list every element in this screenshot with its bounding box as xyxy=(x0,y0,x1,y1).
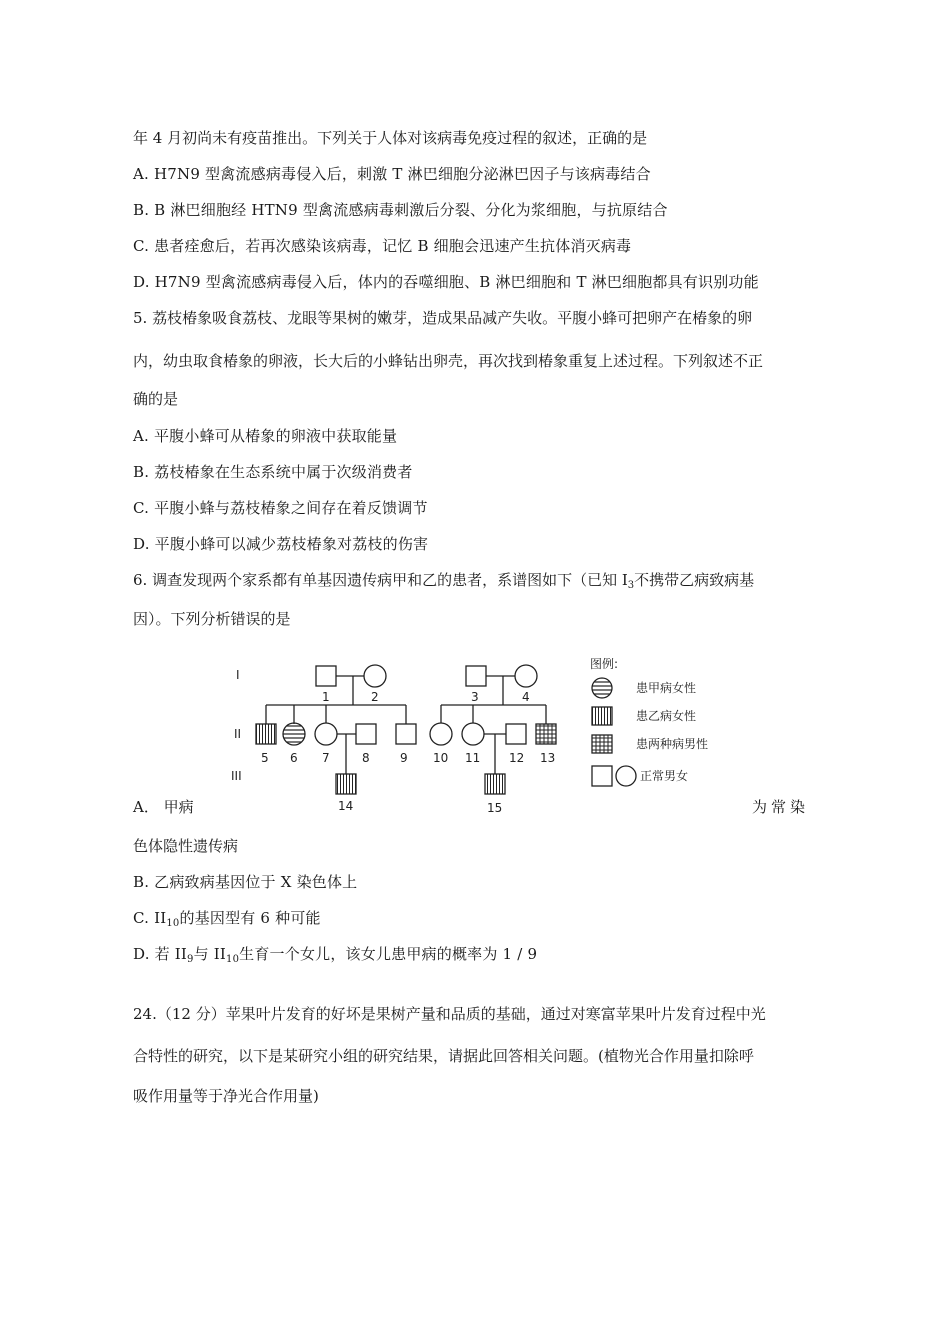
q6-stem-subscript: 3 xyxy=(627,580,635,591)
individual-8: 8 xyxy=(362,751,370,765)
q6-option-b: B. 乙病致病基因位于 X 染色体上 xyxy=(133,873,358,891)
q4-option-a: A. H7N9 型禽流感病毒侵入后，刺激 T 淋巴细胞分泌淋巴因子与该病毒结合 xyxy=(133,165,651,183)
individual-2: 2 xyxy=(371,690,379,704)
legend-item-3: 患两种病男性 xyxy=(636,737,709,751)
q5-stem-line-3: 确的是 xyxy=(133,390,179,408)
q6-option-d xyxy=(133,944,537,970)
q6-option-d-part-a: D. 若 II xyxy=(133,945,188,963)
q5-stem-line-1: 5. 荔枝椿象吸食荔枝、龙眼等果树的嫩芽，造成果品减产失收。平腹小蜂可把卵产在椿象的卵 xyxy=(133,309,753,327)
q6-stem-part-b: 不携带乙病致病基 xyxy=(634,571,755,589)
pedigree-diagram xyxy=(210,648,765,818)
q4-stem-tail: 年 4 月初尚未有疫苗推出。下列关于人体对该病毒免疫过程的叙述，正确的是 xyxy=(133,129,648,147)
individual-14: 14 xyxy=(338,799,354,813)
q6-option-a-right: 为常染 xyxy=(752,798,810,816)
q4-option-b: B. B 淋巴细胞经 HTN9 型禽流感病毒刺激后分裂、分化为浆细胞，与抗原结合 xyxy=(133,201,668,219)
individual-6: 6 xyxy=(290,751,298,765)
individual-9: 9 xyxy=(400,751,408,765)
individual-10: 10 xyxy=(433,751,449,765)
generation-label-iii: III xyxy=(231,769,242,783)
q24-line-1: 24.（12 分）苹果叶片发育的好坏是果树产量和品质的基础，通过对寒富苹果叶片发育过程中光 xyxy=(133,1005,766,1023)
q6-option-d-part-c: 生育一个女儿，该女儿患甲病的概率为 1 / 9 xyxy=(239,945,538,963)
individual-7: 7 xyxy=(322,751,330,765)
q6-option-c-part-a: C. II xyxy=(133,909,167,927)
individual-13: 13 xyxy=(540,751,556,765)
q4-option-d: D. H7N9 型禽流感病毒侵入后，体内的吞噬细胞、B 淋巴细胞和 T 淋巴细胞都具有识别功能 xyxy=(133,273,759,291)
q4-option-c: C. 患者痊愈后，若再次感染该病毒，记忆 B 细胞会迅速产生抗体消灭病毒 xyxy=(133,237,632,255)
q6-stem-line-1 xyxy=(133,570,754,596)
q6-option-d-subscript-2: 10 xyxy=(226,954,240,965)
legend-title: 图例: xyxy=(590,657,619,671)
q5-stem-line-2: 内，幼虫取食椿象的卵液，长大后的小蜂钻出卵壳，再次找到椿象重复上述过程。下列叙述不正 xyxy=(133,352,764,370)
q6-option-c xyxy=(133,908,321,934)
q5-option-a: A. 平腹小蜂可从椿象的卵液中获取能量 xyxy=(133,427,398,445)
q6-option-c-part-b: 的基因型有 6 种可能 xyxy=(179,909,321,927)
q24-line-3: 吸作用量等于净光合作用量) xyxy=(133,1087,319,1105)
q6-stem-line-2: 因）。下列分析错误的是 xyxy=(133,610,291,628)
q6-option-a-continuation: 色体隐性遗传病 xyxy=(133,837,239,855)
individual-3: 3 xyxy=(471,690,479,704)
individual-5: 5 xyxy=(261,751,269,765)
legend-item-4: 正常男女 xyxy=(640,769,689,783)
q6-option-a-left: A． 甲病 xyxy=(133,798,194,816)
generation-label-i: I xyxy=(236,668,240,682)
individual-11: 11 xyxy=(465,751,481,765)
individual-15: 15 xyxy=(487,801,503,815)
q6-stem-part-a: 6. 调查发现两个家系都有单基因遗传病甲和乙的患者，系谱图如下（已知 I xyxy=(133,571,628,589)
individual-4: 4 xyxy=(522,690,530,704)
q6-option-d-subscript-1: 9 xyxy=(187,954,194,965)
legend-item-2: 患乙病女性 xyxy=(636,709,697,723)
q5-option-d: D. 平腹小蜂可以减少荔枝椿象对荔枝的伤害 xyxy=(133,535,429,553)
q6-option-d-part-b: 与 II xyxy=(193,945,227,963)
individual-12: 12 xyxy=(509,751,525,765)
legend-item-1: 患甲病女性 xyxy=(636,681,697,695)
q24-line-2: 合特性的研究，以下是某研究小组的研究结果，请据此回答相关问题。(植物光合作用量扣除呼 xyxy=(133,1047,754,1065)
q6-option-c-subscript: 10 xyxy=(166,918,180,929)
individual-1: 1 xyxy=(322,690,330,704)
generation-label-ii: II xyxy=(234,727,242,741)
q5-option-b: B. 荔枝椿象在生态系统中属于次级消费者 xyxy=(133,463,413,481)
q5-option-c: C. 平腹小蜂与荔枝椿象之间存在着反馈调节 xyxy=(133,499,428,517)
